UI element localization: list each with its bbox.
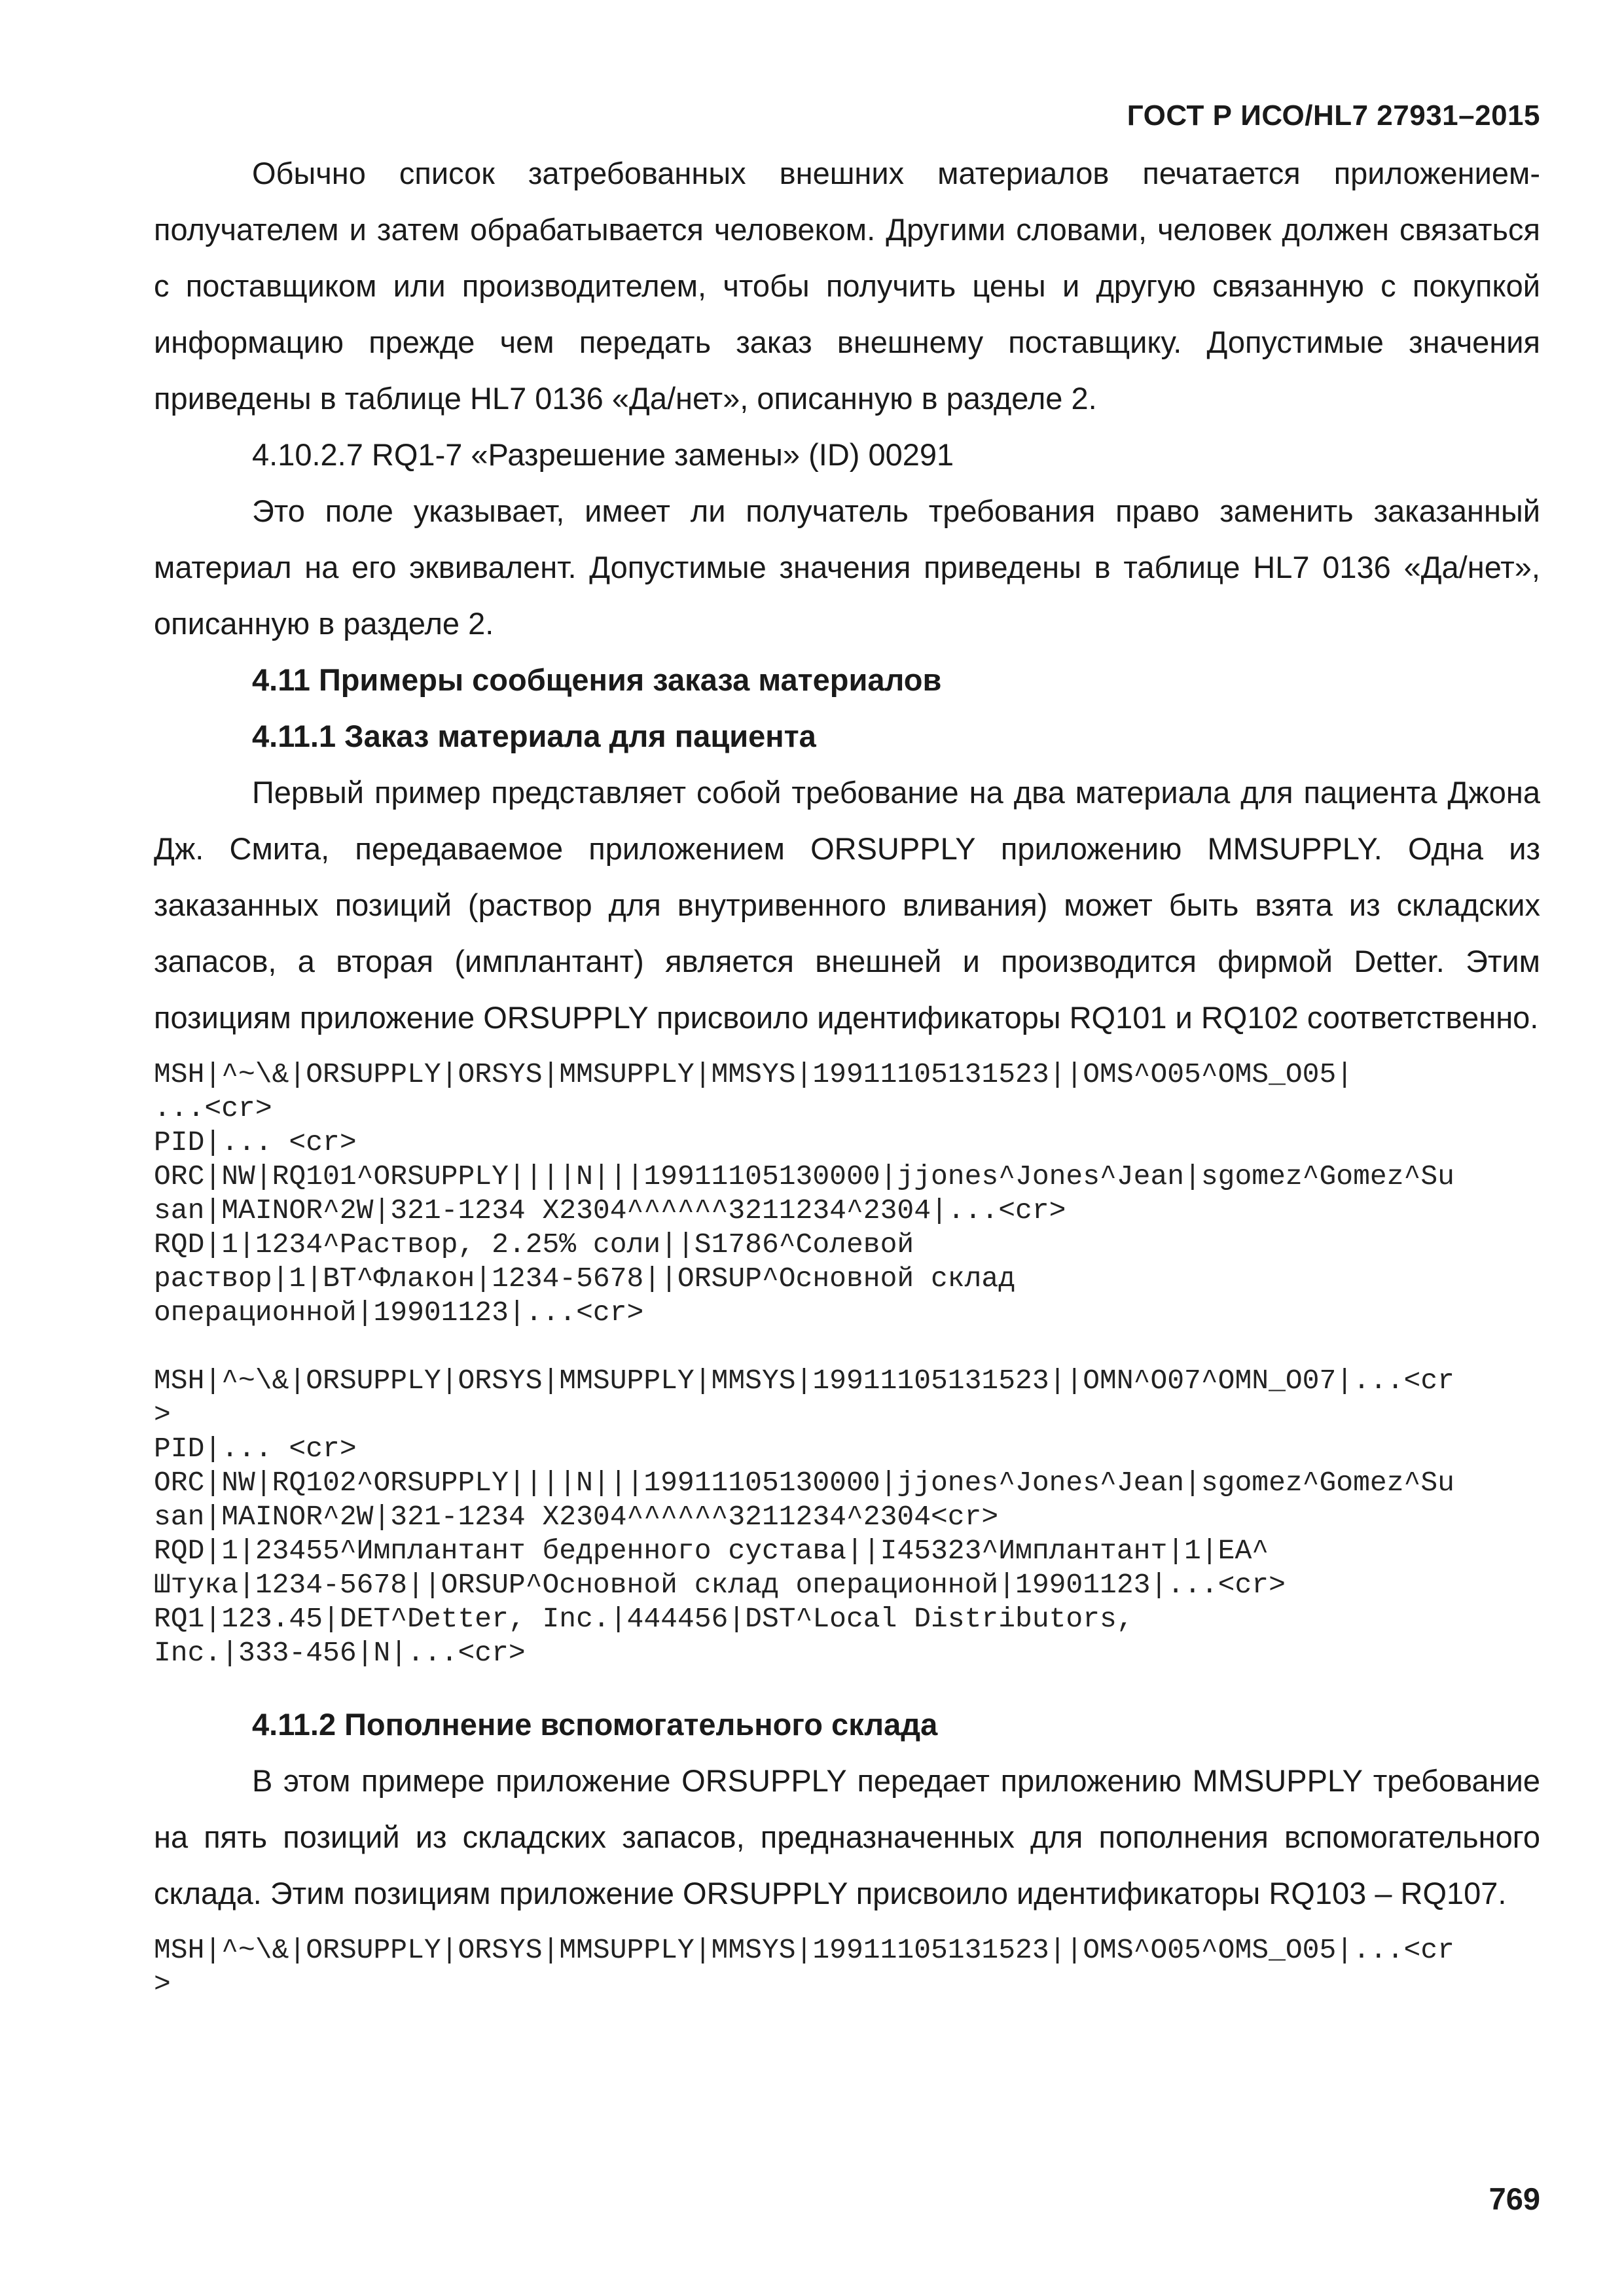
paragraph-substitution: Это поле указывает, имеет ли получатель требования право заменить заказанный материал на его эквивалент. Допустимые значения приведены в таблице HL7 0136 «Да/нет», описанную в разделе 2. bbox=[154, 493, 1540, 641]
paragraph-external-materials: Обычно список затребованных внешних материалов печатается приложением-получателем и затем обрабатывается человеком. Другими словами, человек должен связаться с поставщиком или производителем, чтобы получить цены и другую связанную с покупкой информацию прежде чем передать заказ внешнему поставщику. Допустимые значения приведены в таблице HL7 0136 «Да/нет», описанную в разделе 2. bbox=[154, 156, 1540, 416]
paragraph-auxiliary-warehouse: В этом примере приложение ORSUPPLY передает приложению MMSUPPLY требование на пять позиций из складских запасов, предназначенных для пополнения вспомогательного склада. Этим позициям приложение ORSUPPLY присвоило идентификаторы RQ103 – RQ107. bbox=[154, 1763, 1540, 1910]
section-heading-4-11: 4.11 Примеры сообщения заказа материалов bbox=[252, 662, 942, 697]
section-heading-4-11-1: 4.11.1 Заказ материала для пациента bbox=[252, 719, 816, 753]
section-heading-4-11-2: 4.11.2 Пополнение вспомогательного склада bbox=[252, 1707, 938, 1742]
paragraph-patient-order-example: Первый пример представляет собой требование на два материала для пациента Джона Дж. Смита, передаваемое приложением ORSUPPLY приложению MMSUPPLY. Одна из заказанных позиций (раствор для внутривенного вливания) может быть взята из складских запасов, а вторая (имплантант) является внешней и производится фирмой Detter. Этим позициям приложение ORSUPPLY присвоило идентификаторы RQ101 и RQ102 соответственно. bbox=[154, 775, 1540, 1035]
field-definition-title: 4.10.2.7 RQ1-7 «Разрешение замены» (ID) 00291 bbox=[252, 437, 954, 472]
code-example-oms-message: MSH|^~\&|ORSUPPLY|ORSYS|MMSUPPLY|MMSYS|19911105131523||OMS^O05^OMS_O05| ...<cr> PID|... <cr> ORC|NW|RQ101^ORSUPPLY||||N|||19911105130000|jjones^Jones^Jean|sgomez^Gomez^Su san|MAINOR^2W|321-1234 X2304^^^^^^3211234^2304|...<cr> RQD|1|1234^Раствор, 2.25% соли||S1786^Солевой раствор|1|BT^Флакон|1234-5678||ORSUP^Основной склад операционной|19901123|...<cr> bbox=[154, 1058, 1454, 1329]
page-number: 769 bbox=[1489, 2181, 1540, 2216]
code-example-replenishment-message: MSH|^~\&|ORSUPPLY|ORSYS|MMSUPPLY|MMSYS|19911105131523||OMS^O05^OMS_O05|...<cr > bbox=[154, 1934, 1454, 2000]
document-header: ГОСТ Р ИСО/HL7 27931–2015 bbox=[1127, 99, 1540, 132]
code-example-omn-message: MSH|^~\&|ORSUPPLY|ORSYS|MMSUPPLY|MMSYS|19911105131523||OMN^O07^OMN_O07|...<cr > PID|... <cr> ORC|NW|RQ102^ORSUPPLY||||N|||19911105130000|jjones^Jones^Jean|sgomez^Gomez^Su san|MAINOR^2W|321-1234 X2304^^^^^^3211234^2304<cr> RQD|1|23455^Имплантант бедренного сустава||I45323^Имплантант|1|EA^ Штука|1234-5678||ORSUP^Основной склад операционной|19901123|...<cr> RQ1|123.45|DET^Detter, Inc.|444456|DST^Local Distributors, Inc.|333-456|N|...<cr> bbox=[154, 1365, 1454, 1669]
spacer bbox=[154, 1670, 1540, 1696]
page-content bbox=[154, 145, 1540, 2001]
